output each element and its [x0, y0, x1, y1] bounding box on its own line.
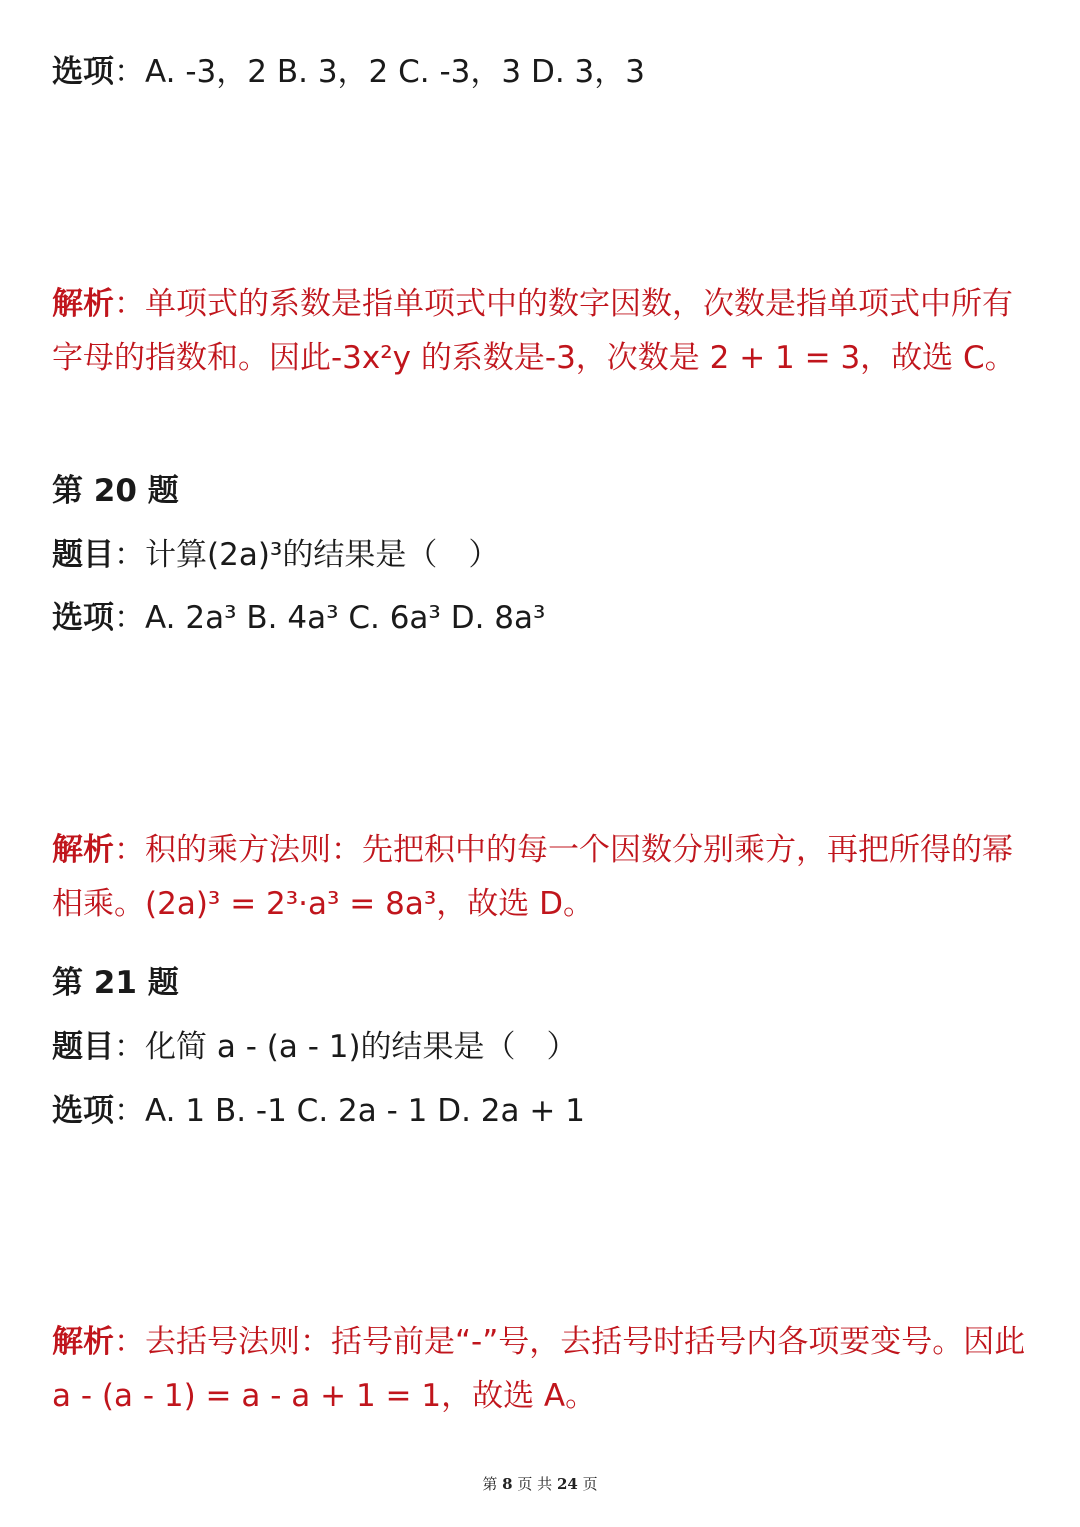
- options-text: A. 2a³ B. 4a³ C. 6a³ D. 8a³: [145, 600, 546, 636]
- footer-page-number: 8: [502, 1475, 513, 1493]
- separator: ：: [114, 286, 145, 322]
- separator: ：: [114, 1324, 145, 1360]
- q21-options: [52, 1091, 585, 1131]
- page-footer: [0, 1473, 1080, 1494]
- q19-analysis: [52, 277, 1027, 385]
- question-label: 题目: [52, 1029, 114, 1065]
- question-text: 计算(2a)³的结果是（ ）: [145, 537, 500, 573]
- options-text: A. -3，2 B. 3，2 C. -3，3 D. 3，3: [145, 54, 645, 90]
- q20-question: [52, 535, 499, 575]
- separator: ：: [114, 1029, 145, 1065]
- footer-prefix: 第: [482, 1475, 498, 1493]
- question-text: 化简 a - (a - 1)的结果是（ ）: [145, 1029, 578, 1065]
- q20-options: [52, 598, 545, 638]
- q19-options: [52, 52, 645, 92]
- q21-question: [52, 1027, 578, 1067]
- q21-analysis: [52, 1315, 1027, 1423]
- analysis-label: 解析: [52, 286, 114, 322]
- question-label: 题目: [52, 537, 114, 573]
- options-label: 选项: [52, 600, 114, 636]
- q21-heading: 第 21 题: [52, 965, 179, 1001]
- options-label: 选项: [52, 54, 114, 90]
- options-label: 选项: [52, 1093, 114, 1129]
- separator: ：: [114, 1093, 145, 1129]
- analysis-text: 单项式的系数是指单项式中的数字因数，次数是指单项式中所有字母的指数和。因此-3x²y 的系数是-3，次数是 2 + 1 = 3，故选 C。: [52, 286, 1016, 376]
- q20-analysis: [52, 823, 1027, 931]
- options-text: A. 1 B. -1 C. 2a - 1 D. 2a + 1: [145, 1093, 585, 1129]
- separator: ：: [114, 832, 145, 868]
- analysis-text: 积的乘方法则：先把积中的每一个因数分别乘方，再把所得的幂相乘。(2a)³ = 2³·a³ = 8a³，故选 D。: [52, 832, 1013, 922]
- footer-middle: 页 共: [517, 1475, 553, 1493]
- q20-heading: 第 20 题: [52, 473, 179, 509]
- footer-suffix: 页: [582, 1475, 598, 1493]
- footer-total-pages: 24: [556, 1475, 578, 1493]
- separator: ：: [114, 600, 145, 636]
- separator: ：: [114, 54, 145, 90]
- analysis-label: 解析: [52, 832, 114, 868]
- analysis-text: 去括号法则：括号前是“-”号，去括号时括号内各项要变号。因此 a - (a - 1) = a - a + 1 = 1，故选 A。: [52, 1324, 1026, 1414]
- separator: ：: [114, 537, 145, 573]
- analysis-label: 解析: [52, 1324, 114, 1360]
